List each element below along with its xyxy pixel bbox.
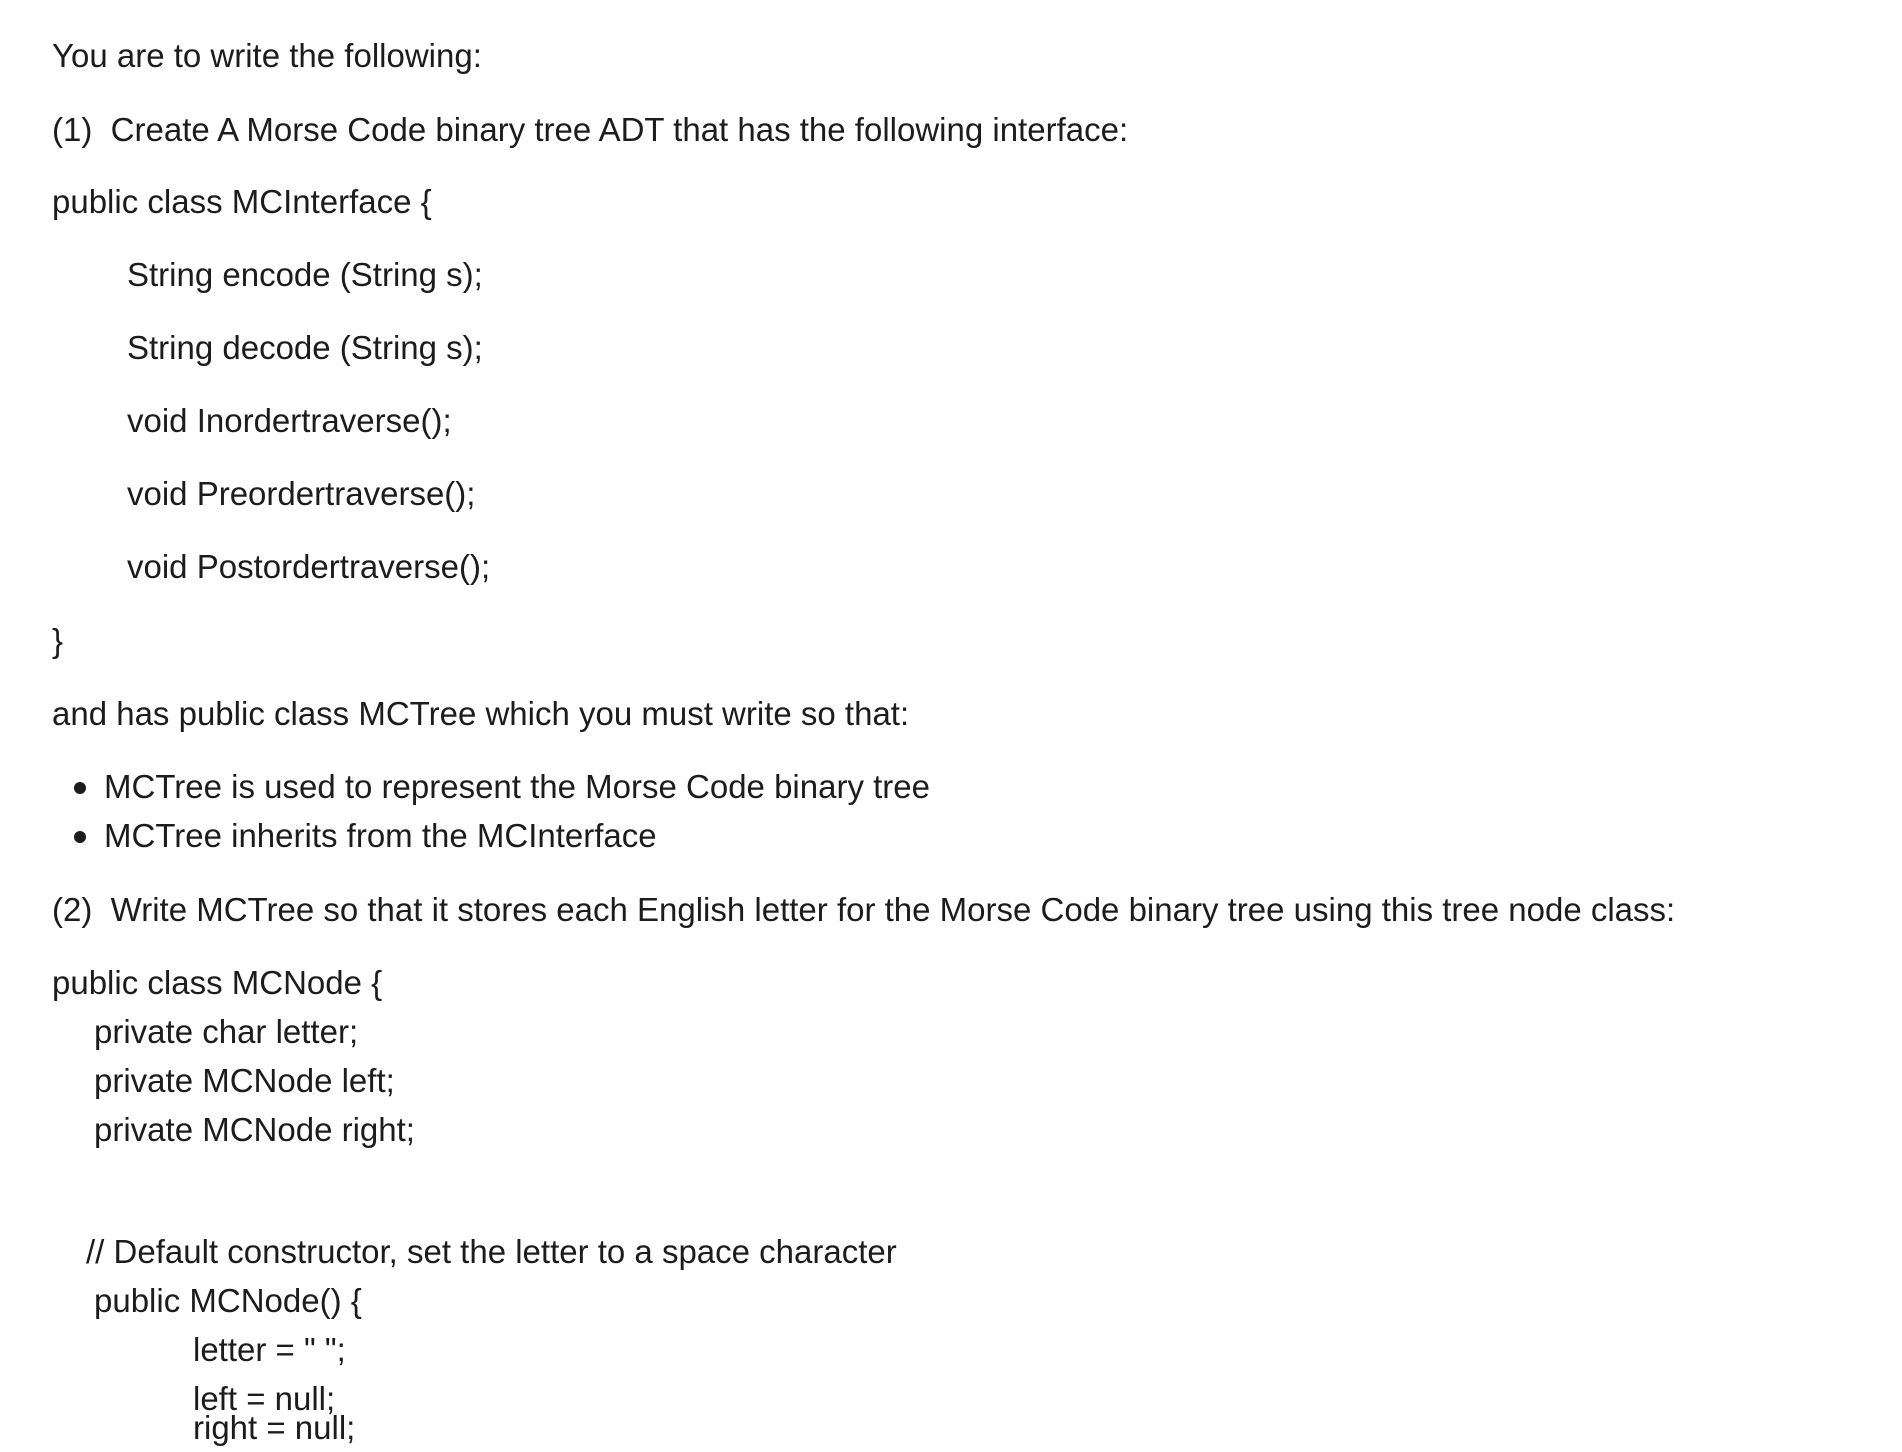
node-field-left: private MCNode left; <box>94 1062 395 1099</box>
interface-method-postorder: void Postordertraverse(); <box>127 548 491 585</box>
bullet-item-inherits: MCTree inherits from the MCInterface <box>104 817 657 854</box>
interface-method-decode: String decode (String s); <box>127 329 483 366</box>
part1-heading: (1) Create A Morse Code binary tree ADT that has the following interface: <box>52 111 1129 148</box>
constructor-comment: // Default constructor, set the letter to a space character <box>86 1233 897 1270</box>
bullet-dot-icon <box>74 831 86 843</box>
bullet-dot-icon <box>74 782 86 794</box>
node-field-right: private MCNode right; <box>94 1111 415 1148</box>
intro-text: You are to write the following: <box>52 37 482 74</box>
part2-heading: (2) Write MCTree so that it stores each English letter for the Morse Code binary tree using this tree node class: <box>52 891 1676 928</box>
interface-open: public class MCInterface { <box>52 183 432 220</box>
interface-method-inorder: void Inordertraverse(); <box>127 402 452 439</box>
interface-method-preorder: void Preordertraverse(); <box>127 475 476 512</box>
interface-close: } <box>52 622 64 659</box>
interface-method-encode: String encode (String s); <box>127 256 483 293</box>
constructor-body-letter: letter = " "; <box>193 1331 346 1368</box>
constructor-signature: public MCNode() { <box>94 1282 362 1319</box>
node-field-letter: private char letter; <box>94 1013 359 1050</box>
node-class-open: public class MCNode { <box>52 964 383 1001</box>
constructor-body-left: left = null; <box>193 1380 336 1417</box>
mctree-intro: and has public class MCTree which you must write so that: <box>52 695 910 732</box>
constructor-body-right: right = null; <box>193 1409 356 1446</box>
bullet-item-represent: MCTree is used to represent the Morse Code binary tree <box>104 768 930 805</box>
